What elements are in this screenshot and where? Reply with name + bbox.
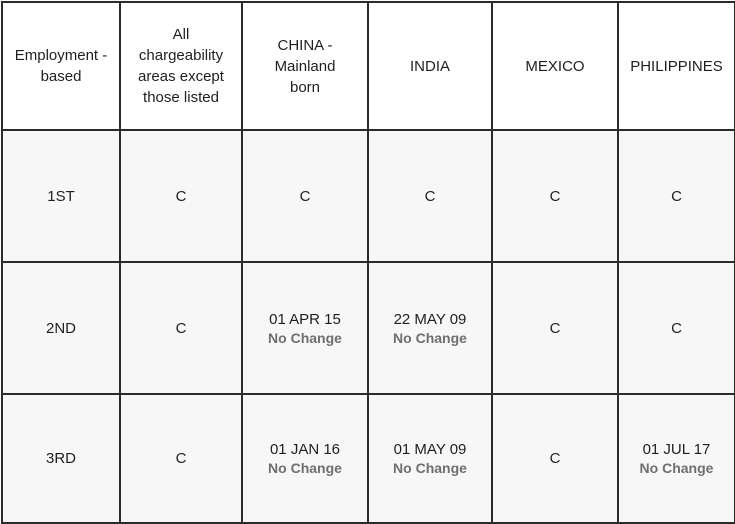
cell-date: C	[175, 187, 187, 205]
table-cell	[368, 262, 492, 394]
cell-note: No Change	[268, 460, 342, 476]
header-row	[2, 2, 735, 130]
cell-note: No Change	[639, 460, 714, 476]
table-cell	[242, 130, 368, 262]
row-category: 3RD	[2, 394, 120, 523]
table-cell	[242, 394, 368, 523]
header-india: INDIA	[368, 2, 492, 130]
row-category: 1ST	[2, 130, 120, 262]
table-cell	[368, 130, 492, 262]
cell-date: C	[549, 187, 561, 205]
cell-date: C	[175, 450, 187, 467]
cell-date: 01 JAN 16	[269, 441, 341, 458]
table-cell	[618, 130, 735, 262]
table-cell	[618, 262, 735, 394]
cell-date: 22 MAY 09	[393, 310, 467, 328]
table-row	[2, 130, 735, 262]
table-cell	[120, 394, 242, 523]
cell-date: C	[299, 187, 311, 205]
cell-date: C	[671, 319, 682, 337]
header-philippines: PHILIPPINES	[618, 2, 735, 130]
employment-based-dates-table	[1, 1, 735, 524]
cell-note: No Change	[393, 329, 467, 346]
cell-date: C	[549, 450, 561, 467]
table-cell	[120, 262, 242, 394]
cell-date: 01 JUL 17	[642, 441, 711, 458]
table-cell	[492, 262, 618, 394]
cell-date: 01 APR 15	[269, 310, 341, 328]
cell-note: No Change	[393, 460, 467, 476]
cell-note: No Change	[268, 329, 342, 346]
header-china: CHINA - Mainland born	[242, 2, 368, 130]
header-employment-based: Employment -based	[2, 2, 120, 130]
table-cell	[492, 394, 618, 523]
cell-date: C	[424, 187, 436, 205]
row-category: 2ND	[2, 262, 120, 394]
table-cell	[492, 130, 618, 262]
header-all-chargeability: All chargeability areas except those listed	[120, 2, 242, 130]
cell-date: C	[671, 187, 682, 205]
table-row	[2, 394, 735, 523]
table-cell	[618, 394, 735, 523]
table-cell	[242, 262, 368, 394]
table-cell	[120, 130, 242, 262]
cell-date: C	[175, 319, 187, 337]
cell-date: C	[549, 319, 561, 337]
header-mexico: MEXICO	[492, 2, 618, 130]
table-cell	[368, 394, 492, 523]
cell-date: 01 MAY 09	[393, 441, 467, 458]
table-row	[2, 262, 735, 394]
